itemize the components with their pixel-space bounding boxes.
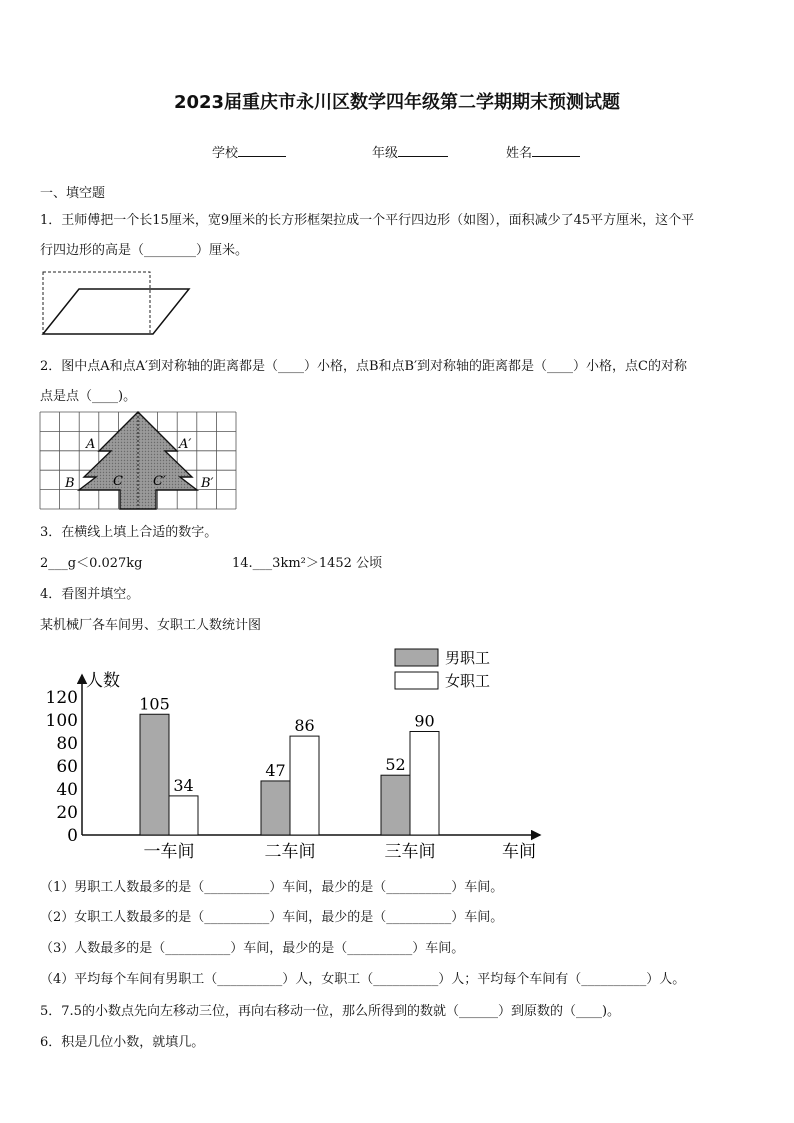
bar-value-label: 86 [294,716,315,736]
q3-item-a: 2___g＜0.027kg [40,556,143,571]
bar-male-2 [261,781,290,835]
q6-text: 6．积是几位小数，就填几。 [40,1035,205,1050]
point-label-c-prime: C′ [153,474,166,489]
bar-female-1 [169,796,198,835]
q1-line2: 行四边形的高是（________）厘米。 [40,243,249,258]
point-label-a-prime: A′ [179,437,192,452]
q1-line1: 1．王师傅把一个长15厘米，宽9厘米的长方形框架拉成一个平行四边形（如图），面积减少了45平方厘米，这个平 [40,213,695,228]
bar-chart [40,640,560,865]
bar-female-3 [410,732,439,836]
q4-text: 4．看图并填空。 [40,587,140,602]
bar-male-3 [381,775,410,835]
q5-text: 5．7.5的小数点先向左移动三位，再向右移动一位，那么所得到的数就（______）到原数的（____)。 [40,1004,621,1019]
q3-text: 3．在横线上填上合适的数字。 [40,525,218,540]
bar-female-2 [290,736,319,835]
chart-caption: 某机械厂各车间男、女职工人数统计图 [40,618,262,633]
bar-value-label: 105 [139,694,170,714]
point-label-b: B [65,476,75,491]
point-label-b-prime: B′ [201,476,214,491]
y-tick-label: 120 [45,688,78,708]
page-title: 2023届重庆市永川区数学四年级第二学期期末预测试题 [173,92,621,113]
q3-item-b: 14.___3km²＞1452 公顷 [232,556,383,571]
grade-field[interactable] [372,142,448,161]
grade-label: 年级 [372,146,399,161]
x-axis-label: 车间 [502,842,536,862]
q4-sub4: （4）平均每个车间有男职工（__________）人，女职工（__________）人；平均每个车间有（__________）人。 [40,972,686,987]
dashed-rectangle [43,272,150,334]
y-tick-label: 60 [56,757,78,777]
parallelogram [43,289,189,334]
legend-swatch-female [395,672,438,689]
legend-label-male: 男职工 [445,649,491,667]
y-axis-label: 人数 [86,671,120,691]
bar-male-1 [140,714,169,835]
q2-line2: 点是点（____)。 [40,389,137,404]
school-label: 学校 [212,146,239,161]
section-heading: 一、填空题 [40,186,106,201]
school-field[interactable] [212,142,286,161]
parallelogram-figure [40,268,195,338]
q4-sub3: （3）人数最多的是（__________）车间，最少的是（__________）车间。 [40,941,465,956]
name-label: 姓名 [506,146,533,161]
bar-value-label: 52 [385,755,406,775]
x-tick-label: 一车间 [143,842,195,862]
point-label-a: A [86,437,96,452]
bar-value-label: 90 [414,711,435,731]
y-tick-label: 100 [45,711,78,731]
name-field[interactable] [506,142,580,161]
x-tick-label: 三车间 [384,842,436,862]
x-tick-label: 二车间 [264,842,316,862]
y-tick-label: 80 [56,734,78,754]
legend-swatch-male [395,649,438,666]
y-tick-label: 0 [67,826,78,846]
y-tick-label: 40 [56,780,78,800]
symmetry-grid-figure [39,411,239,511]
y-tick-label: 20 [56,803,78,823]
q4-sub2: （2）女职工人数最多的是（__________）车间，最少的是（__________）车间。 [40,910,504,925]
q2-line1: 2．图中点A和点A′到对称轴的距离都是（____）小格，点B和点B′到对称轴的距离都是（____）小格，点C的对称 [40,359,688,374]
bar-value-label: 34 [173,775,194,795]
point-label-c: C [113,474,123,489]
legend-label-female: 女职工 [445,672,491,690]
q4-sub1: （1）男职工人数最多的是（__________）车间，最少的是（__________）车间。 [40,880,504,895]
bar-value-label: 47 [265,760,286,780]
